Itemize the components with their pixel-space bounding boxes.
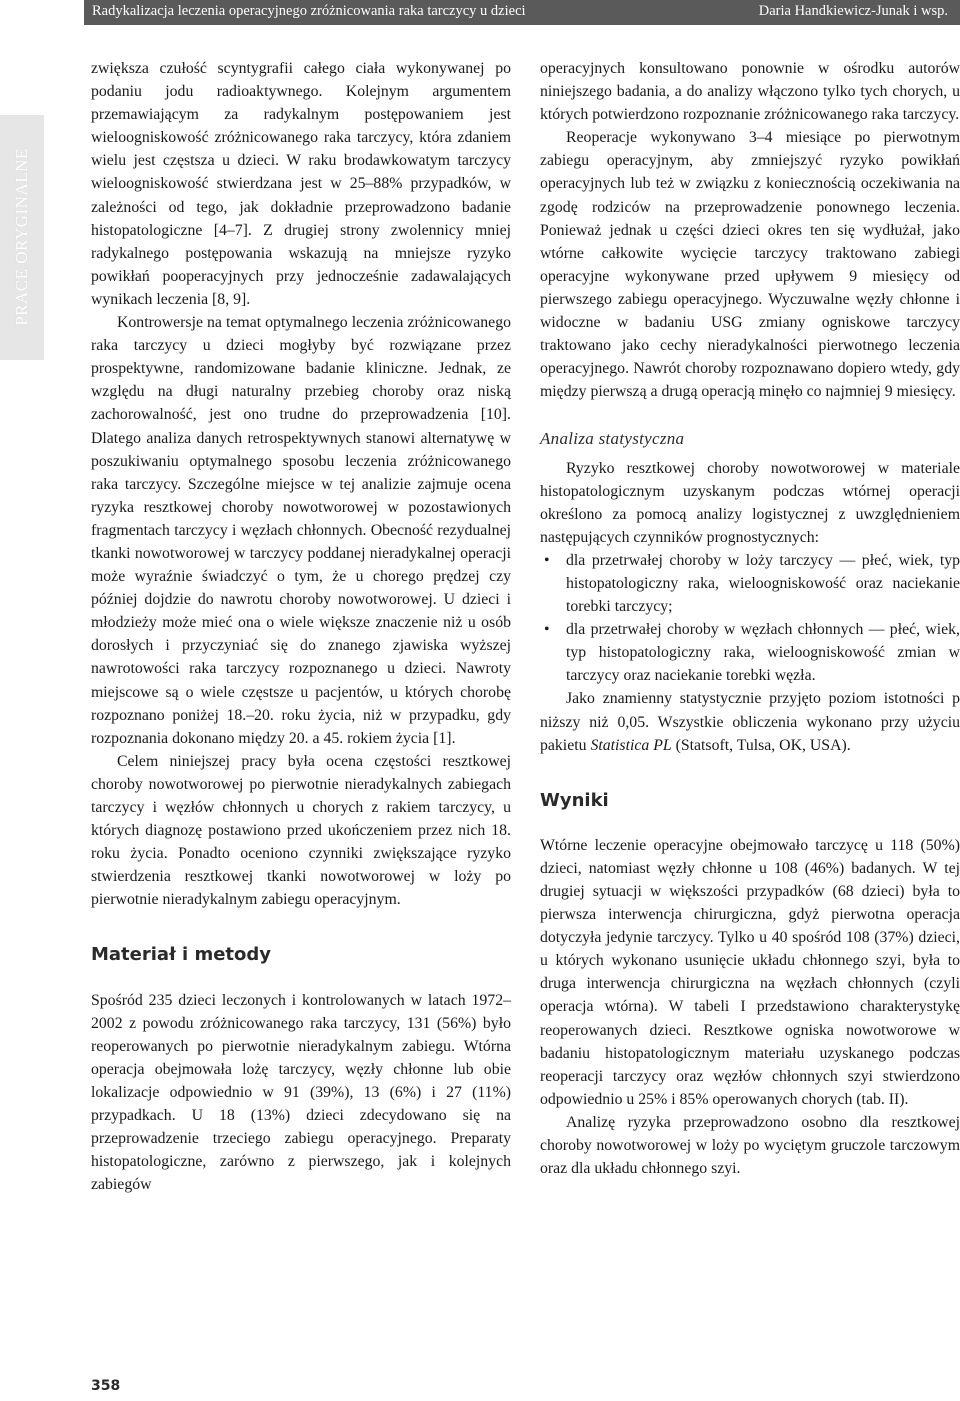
page-number: 358 <box>91 1378 121 1394</box>
section-side-label: PRACE ORYGINALNE <box>12 148 31 326</box>
section-heading-methods: Materiał i metody <box>91 944 271 966</box>
right-column <box>540 57 960 1180</box>
body-paragraph: zwiększa czułość scyntygrafii całego ciała wykonywanej po podaniu jodu radioaktywnego. Kolejnym argumentem przemawiającym za radykalnym postępowaniem jest wieloogniskowość zróżnicowanego raka tarczycy, która zdaniem wielu jest częstsza u dzieci. W raku brodawkowatym tarczycy wieloogniskowość stwierdzana jest w 25–88% przypadków, w zależności od tego, jak dokładnie przeprowadzono badanie histopatologiczne [4–7]. Z drugiej strony zwolennicy mniej radykalnego postępowania wskazują na mniejsze ryzyko powikłań pooperacyjnych przy jednocześnie zadawalających wynikach leczenia [8, 9]. <box>91 60 511 308</box>
body-text: Jako znamienny statystycznie przyjęto poziom istotności p niższy niż 0,05. Wszystkie obliczenia wykonano przy użyciu pakietu <box>540 690 960 754</box>
body-paragraph: Spośród 235 dzieci leczonych i kontrolowanych w latach 1972–2002 z powodu zróżnicowanego raka tarczycy, 131 (56%) było reoperowanych po pierwotnie nieradykalnym zabiegu. Wtórna operacja obejmowała lożę tarczycy, węzły chłonne lub obie lokalizacje odpowiednio w 91 (39%), 13 (6%) i 27 (11%) przypadkach. U 18 (13%) dzieci zdecydowano się na przeprowadzenie trzeciego zabiegu operacyjnego. Preparaty histopatologiczne, zarówno z pierwszego, jak i kolejnych zabiegów <box>91 991 511 1194</box>
software-name: Statistica PL <box>590 736 672 754</box>
list-item <box>540 549 960 618</box>
body-paragraph: Wtórne leczenie operacyjne obejmowało tarczycę u 118 (50%) dzieci, natomiast węzły chłonne u 108 (46%) badanych. W tej drugiej sytuacji w większości przypadków (68 dzieci) była to pierwsza interwencja chirurgiczna, gdyż pierwotna operacja dotyczyła jedynie tarczycy. Tylko u 40 spośród 108 (37%) dzieci, u których wykonano usunięcie układu chłonnego szyi, była to druga interwencja chirurgiczna na węzłach chłonnych (czyli operacja wtórna). W tabeli I przedstawiono charakterystykę reoperowanych dzieci. Resztkowe ogniska nowotworowe w badaniu histopatologicznym materiału uzyskanego podczas reoperacji tarczycy oraz węzłów chłonnych szyi stwierdzono odpowiednio u 25% i 85% operowanych chorych (tab. II). <box>540 836 960 1108</box>
body-paragraph: Kontrowersje na temat optymalnego leczenia zróżnicowanego raka tarczycy u dzieci mogłyby być rozwiązane przez prospektywne, randomizowane badanie kliniczne. Jednak, ze względu na długi naturalny przebieg choroby oraz niską zachorowalność, jest ono trudne do przeprowadzenia [10]. Dlatego analiza danych retrospektywnych stanowi alternatywę w poszukiwaniu optymalnego sposobu leczenia zróżnicowanego raka tarczycy. Szczególne miejsce w tej analizie zajmuje ocena ryzyka resztkowej choroby nowotworowej w pozostawionych fragmentach tarczycy i węzłach chłonnych. Obecność rezydualnej tkanki nowotworowej w tarczycy poddanej nieradykalnej operacji może wyraźnie świadczyć o tym, że u chorego prędzej czy później dojdzie do nawrotu choroby nowotworowej. U dzieci i młodzieży może mieć ona o wiele większe znaczenie niż u osób dorosłych i przyczyniać się do znanego zjawiska wyższej nawrotowości raka tarczycy rozpoznanego u dzieci. Nawroty miejscowe są o wiele częstsze u pacjentów, u których chorobę rozpoznano poniżej 18.–20. roku życia, niż w przypadku, gdy rozpoznania dokonano między 20. a 45. rokiem życia [1]. <box>91 314 511 747</box>
left-column <box>91 57 511 1196</box>
list-item <box>540 618 960 687</box>
list-item-text: dla przetrwałej choroby w węzłach chłonnych — płeć, wiek, typ histopatologiczny raka, wieloogniskowość zmian w tarczycy oraz naciekanie torebki węzła. <box>566 621 960 685</box>
running-header <box>84 0 960 25</box>
prognostic-factors-list <box>540 549 960 688</box>
header-authors: Daria Handkiewicz-Junak i wsp. <box>758 3 948 19</box>
body-paragraph <box>540 687 960 756</box>
body-paragraph: operacyjnych konsultowano ponownie w ośrodku autorów niniejszego badania, a do analizy włączono tylko tych chorych, u których potwierdzono rozpoznanie zróżnicowanego raka tarczycy. <box>540 60 960 124</box>
body-paragraph: Ryzyko resztkowej choroby nowotworowej w materiale histopatologicznym uzyskanym podczas wtórnej operacji określono za pomocą analizy logistycznej z uwzględnieniem następujących czynników prognostycznych: <box>540 459 960 546</box>
body-paragraph: Celem niniejszej pracy była ocena częstości resztkowej choroby nowotworowej po pierwotnie nieradykalnych zabiegach tarczycy i węzłów chłonnych u chorych z rakiem tarczycy, u których diagnozę postawiono przed ukończeniem przez nich 18. roku życia. Ponadto oceniono czynniki zwiększające ryzyko stwierdzenia resztkowej tkanki nowotworowej w loży po pierwotnie nieradykalnym zabiegu operacyjnym. <box>91 752 511 909</box>
bullet-icon: • <box>544 621 550 639</box>
subsection-heading-statistics: Analiza statystyczna <box>540 429 685 449</box>
body-paragraph: Analizę ryzyka przeprowadzono osobno dla resztkowej choroby nowotworowej w loży po wyciętym gruczole tarczowym oraz dla układu chłonnego szyi. <box>540 1113 960 1178</box>
body-text: (Statsoft, Tulsa, OK, USA). <box>671 736 851 754</box>
bullet-icon: • <box>544 551 550 569</box>
header-article-title: Radykalizacja leczenia operacyjnego zróżnicowania raka tarczycy u dzieci <box>92 3 526 19</box>
list-item-text: dla przetrwałej choroby w loży tarczycy — płeć, wiek, typ histopatologiczny raka, wieloogniskowość oraz naciekanie torebki tarczycy; <box>566 551 960 616</box>
section-heading-results: Wyniki <box>540 789 609 811</box>
body-paragraph: Reoperacje wykonywano 3–4 miesiące po pierwotnym zabiegu operacyjnym, aby zmniejszyć ryzyko powikłań operacyjnych lub też w związku z koniecznością oczekiwania na zgodę rodziców na przeprowadzenie ponownego leczenia. Ponieważ jednak u części dzieci okres ten się wydłużał, jako wtórne całkowite wycięcie tarczycy traktowano zabiegi operacyjne wykonywane przed upływem 9 miesięcy od pierwszego zabiegu operacyjnego. Wyczuwalne węzły chłonne i widoczne w badaniu USG zmiany ogniskowe tarczycy traktowano jako cechy nieradykalności pierwotnego leczenia operacyjnego. Nawrót choroby rozpoznawano dopiero wtedy, gdy między pierwszą a drugą operacją minęło co najmniej 9 miesięcy. <box>540 129 960 401</box>
